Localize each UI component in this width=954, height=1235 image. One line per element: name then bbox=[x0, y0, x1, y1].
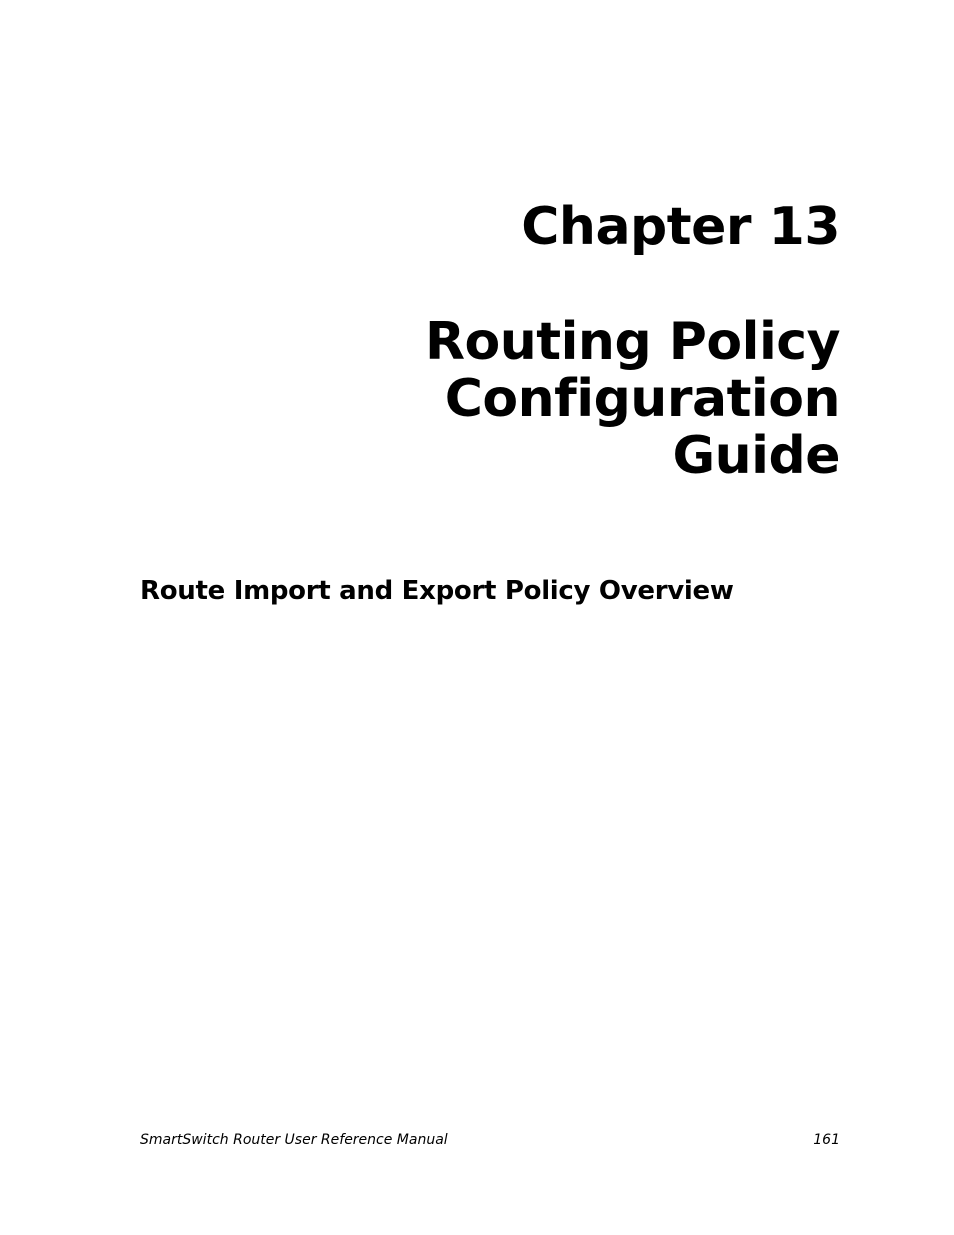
footer-page-number: 161 bbox=[813, 1132, 840, 1148]
chapter-number: Chapter 13 bbox=[521, 197, 840, 257]
page-footer bbox=[140, 1130, 840, 1150]
chapter-title-line-2: Configuration bbox=[444, 369, 840, 429]
chapter-title bbox=[425, 314, 840, 485]
chapter-title-line-3: Guide bbox=[672, 426, 840, 486]
footer-manual-title: SmartSwitch Router User Reference Manual bbox=[140, 1132, 448, 1148]
chapter-title-line-1: Routing Policy bbox=[424, 312, 840, 372]
section-heading: Route Import and Export Policy Overview bbox=[140, 576, 734, 606]
